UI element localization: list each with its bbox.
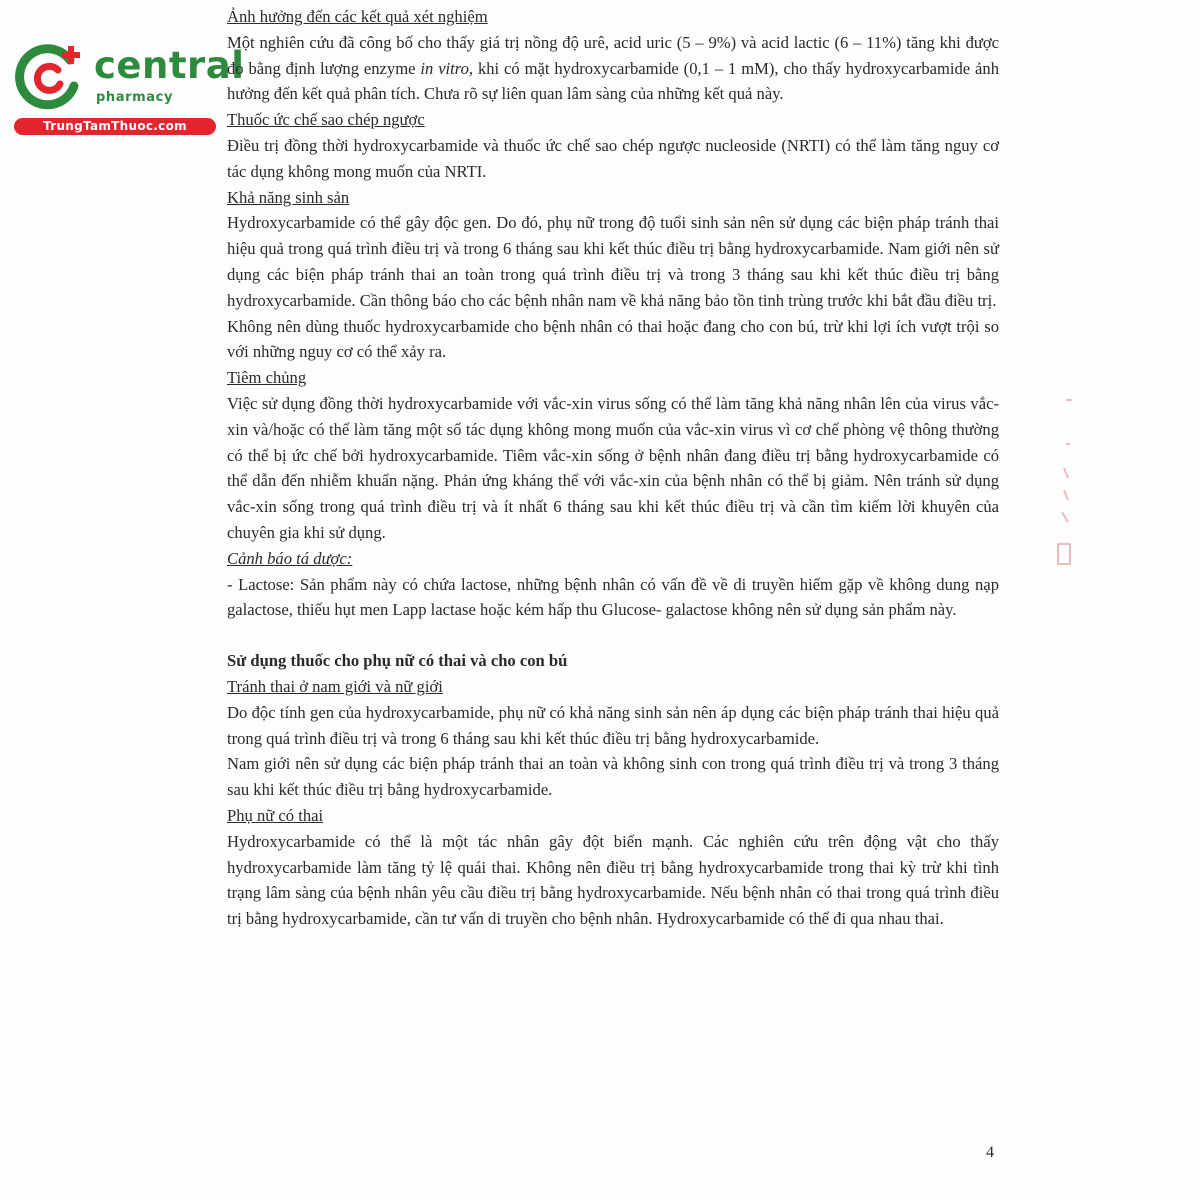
paragraph-pregnant-women: Hydroxycarbamide có thể là một tác nhân gây đột biến mạnh. Các nghiên cứu trên động vật cho thấy hydroxycarbamide làm tăng tỷ lệ quái thai. Không nên điều trị bằng hydroxycarbamide trong thai kỳ trừ khi tình trạng lâm sàng của bệnh nhân yêu cầu điều trị bằng hydroxycarbamide. Nếu bệnh nhân có thai trong quá trình điều trị bằng hydroxycarbamide, cần tư vấn di truyền cho bệnh nhân. Hydroxycarbamide có thể đi qua nhau thai. bbox=[227, 831, 999, 929]
heading-nrti: Thuốc ức chế sao chép ngược bbox=[227, 110, 425, 130]
heading-fertility: Khả năng sinh sản bbox=[227, 187, 350, 207]
italic-term: in vitro bbox=[420, 58, 469, 78]
paragraph-contraception-women: Do độc tính gen của hydroxycarbamide, phụ nữ có khả năng sinh sản nên áp dụng các biện pháp tránh thai hiệu quả trong quá trình điều trị và trong 6 tháng sau khi kết thúc điều trị bằng hydroxycarbamide. bbox=[227, 702, 999, 748]
heading-excipient-warning: Cảnh báo tá dược: bbox=[227, 548, 353, 568]
heading-lab-results: Ảnh hưởng đến các kết quả xét nghiệm bbox=[227, 7, 488, 26]
section-title-pregnancy: Sử dụng thuốc cho phụ nữ có thai và cho con bú bbox=[227, 651, 568, 671]
paragraph-vaccination: Việc sử dụng đồng thời hydroxycarbamide với vắc-xin virus sống có thể làm tăng khả năng nhân lên của virus vắc-xin và/hoặc có thể làm tăng một số tác dụng không mong muốn của vắc-xin virus vì cơ chế phòng vệ thông thường có thể bị ức chế bởi hydroxycarbamide. Tiêm vắc-xin sống ở bệnh nhân đang điều trị bằng hydroxycarbamide có thể dẫn đến nhiễm khuẩn nặng. Phản ứng kháng thể với vắc-xin của bệnh nhân có thể bị giảm. Nên tránh sử dụng vắc-xin sống trong quá trình điều trị và ít nhất 6 tháng sau khi kết thúc điều trị và cần tìm kiếm lời khuyên của chuyên gia khi sử dụng. bbox=[227, 393, 999, 542]
paragraph-fertility: Hydroxycarbamide có thể gây độc gen. Do đó, phụ nữ trong độ tuổi sinh sản nên sử dụng các biện pháp tránh thai hiệu quả trong quá trình điều trị và trong 6 tháng sau khi kết thúc điều trị bằng hydroxycarbamide. Nam giới nên sử dụng các biện pháp tránh thai an toàn trong quá trình điều trị và trong 3 tháng sau khi kết thúc điều trị bằng hydroxycarbamide. Cần thông báo cho các bệnh nhân nam về khả năng bảo tồn tinh trùng trước khi bắt đầu điều trị. bbox=[227, 213, 999, 310]
stamp-edge-icon bbox=[1052, 398, 1074, 578]
logo-website-banner: TrungTamThuoc.com bbox=[14, 118, 216, 135]
faint-stamp-mark bbox=[1052, 398, 1074, 578]
paragraph-contraception-men: Nam giới nên sử dụng các biện pháp tránh thai an toàn và không sinh con trong quá trình điều trị và trong 3 tháng sau khi kết thúc điều trị bằng hydroxycarbamide. bbox=[227, 754, 999, 800]
paragraph-lactose: - Lactose: Sản phẩm này có chứa lactose, những bệnh nhân có vấn đề về di truyền hiếm gặp về không dung nạp galactose, thiếu hụt men Lapp lactase hoặc kém hấp thu Glucose- galactose không nên sử dụng sản phẩm này. bbox=[227, 574, 999, 620]
logo-subtitle: pharmacy bbox=[96, 90, 174, 105]
heading-pregnant-women: Phụ nữ có thai bbox=[227, 805, 324, 825]
paragraph-pregnancy-warning: Không nên dùng thuốc hydroxycarbamide cho bệnh nhân có thai hoặc đang cho con bú, trừ khi lợi ích vượt trội so với những nguy cơ có thể xảy ra. bbox=[227, 316, 999, 362]
logo-wordmark: central bbox=[94, 44, 245, 87]
heading-vaccination: Tiêm chủng bbox=[227, 368, 307, 388]
page-number: 4 bbox=[986, 1144, 994, 1161]
heading-contraception: Tránh thai ở nam giới và nữ giới bbox=[227, 676, 443, 696]
paragraph-nrti: Điều trị đồng thời hydroxycarbamide và thuốc ức chế sao chép ngược nucleoside (NRTI) có thể làm tăng nguy cơ tác dụng không mong muốn của NRTI. bbox=[227, 135, 999, 181]
text-segment: Một nghiên cứu đã công bố cho thấy giá trị nồng độ urê, acid uric (5 – 9%) và acid lactic (6 – 11%) tăng khi được đo bằng định lượng enzyme bbox=[227, 32, 999, 78]
central-pharmacy-logo[interactable] bbox=[8, 36, 245, 136]
pharmacy-cross-logo-icon bbox=[12, 40, 88, 116]
document-body bbox=[227, 4, 999, 932]
text-segment: , khi có mặt hydroxycarbamide (0,1 – 1 mM), cho thấy hydroxycarbamide ảnh hưởng đến kết quả phân tích. Chưa rõ sự liên quan lâm sàng của những kết quả này. bbox=[227, 58, 1000, 104]
paragraph-lab-results bbox=[227, 30, 999, 107]
